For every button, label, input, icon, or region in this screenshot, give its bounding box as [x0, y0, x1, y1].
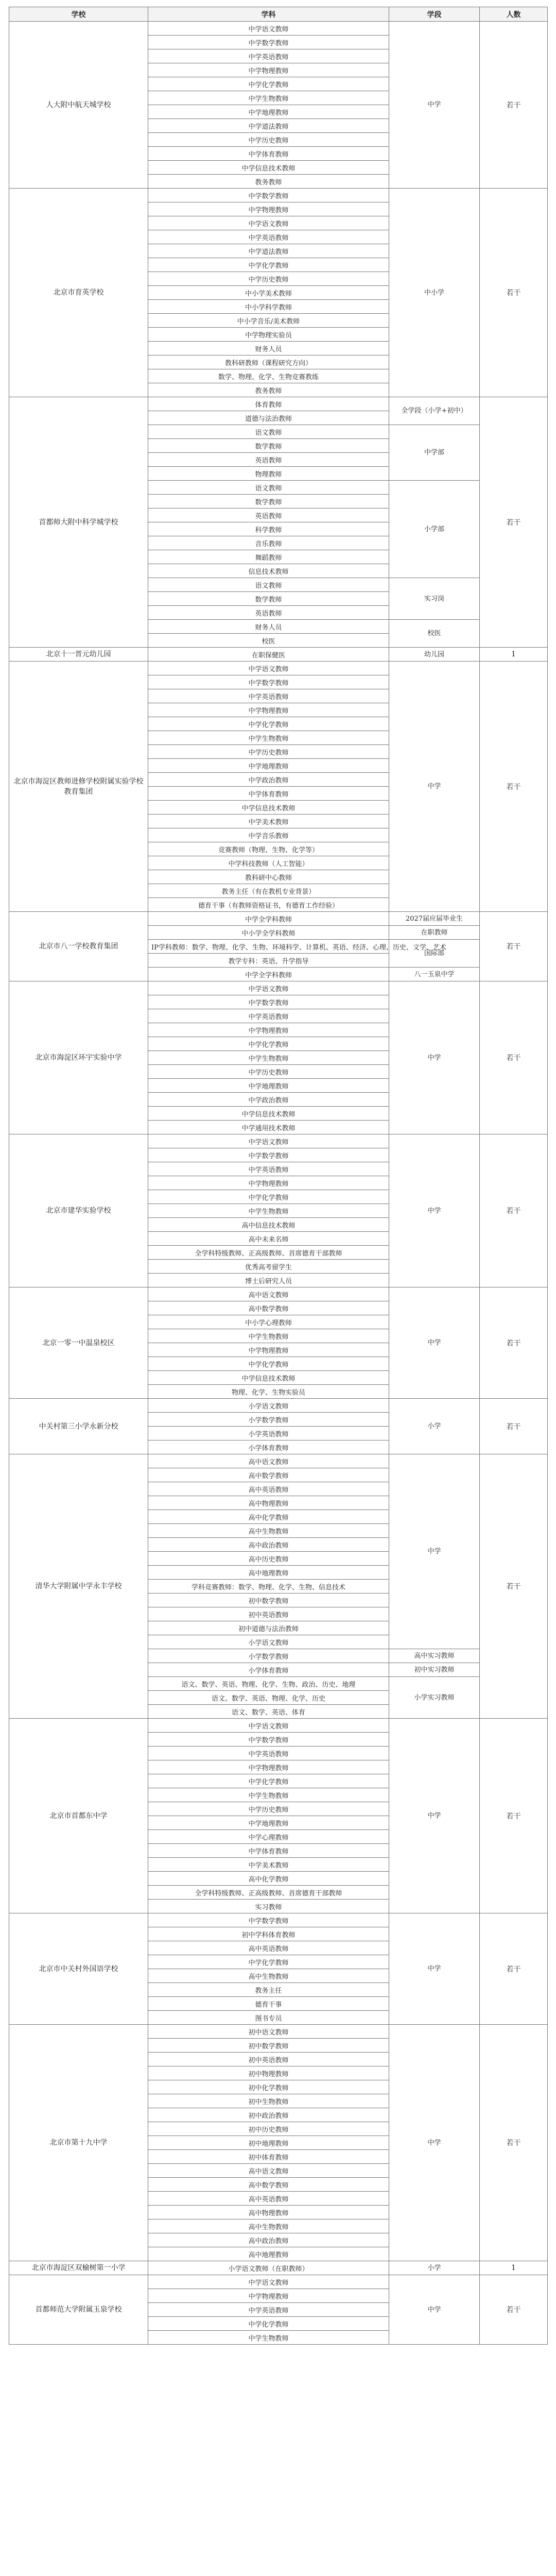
- subject-cell: 高中化学教师: [148, 1872, 389, 1886]
- subject-cell: 高中化学教师: [148, 1510, 389, 1524]
- level-cell: 小学部: [389, 481, 480, 578]
- level-cell: 小学实习教师: [389, 1677, 480, 1719]
- subject-cell: 音乐教师: [148, 536, 389, 550]
- table-row: [9, 648, 548, 662]
- headcount: 若干: [480, 1719, 548, 1913]
- subject-cell: 中学英语教师: [148, 2303, 389, 2317]
- subject-cell: 中学生物教师: [148, 1329, 389, 1343]
- subject-cell: 高中英语教师: [148, 2192, 389, 2206]
- subject-cell: 实习教师: [148, 1900, 389, 1913]
- subject-cell: 初中化学教师: [148, 2080, 389, 2094]
- subject-cell: 中小学心理教师: [148, 1315, 389, 1329]
- subject-cell: 中学全学科教师: [148, 968, 389, 981]
- subject-cell: 中学地理教师: [148, 1816, 389, 1830]
- school-name: 首都师大附中科学城学校: [9, 397, 148, 648]
- subject-cell: 高中语文教师: [148, 1287, 389, 1301]
- subject-cell: 中学政治教师: [148, 1093, 389, 1107]
- subject-cell: 中学英语教师: [148, 49, 389, 63]
- level-cell: 国际部: [389, 940, 480, 968]
- subject-cell: 舞蹈教师: [148, 550, 389, 564]
- subject-cell: 语文、数学、英语、体育: [148, 1705, 389, 1719]
- subject-cell: 中学历史教师: [148, 1065, 389, 1079]
- level-cell: 小学: [389, 2261, 480, 2275]
- table-row: [9, 662, 548, 675]
- subject-cell: 中学语文教师: [148, 1134, 389, 1148]
- subject-cell: 数学、物理、化学、生物竞赛教练: [148, 369, 389, 383]
- level-cell: 中学: [389, 1454, 480, 1649]
- header-count: 人数: [480, 7, 548, 22]
- level-cell: 中学: [389, 981, 480, 1134]
- subject-cell: 小学英语教师: [148, 1427, 389, 1440]
- subject-cell: 中学信息技术教师: [148, 1107, 389, 1121]
- level-cell: 2027届应届毕业生: [389, 912, 480, 926]
- subject-cell: 中学历史教师: [148, 1802, 389, 1816]
- subject-cell: 高中地理教师: [148, 2247, 389, 2261]
- subject-cell: 中学化学教师: [148, 1357, 389, 1371]
- subject-cell: 初中数学教师: [148, 1594, 389, 1607]
- subject-cell: 高中数学教师: [148, 2178, 389, 2192]
- subject-cell: 中学道法教师: [148, 244, 389, 258]
- subject-cell: 中学语文教师: [148, 2275, 389, 2289]
- level-cell: 高中实习教师: [389, 1649, 480, 1663]
- level-cell: 八一玉泉中学: [389, 968, 480, 981]
- subject-cell: 语文教师: [148, 425, 389, 439]
- level-cell: 在职教师: [389, 926, 480, 940]
- subject-cell: 语文、数学、英语、物理、化学、生物、政治、历史、地理: [148, 1677, 389, 1691]
- subject-cell: 中学通用技术教师: [148, 1121, 389, 1134]
- table-row: [9, 1399, 548, 1413]
- subject-cell: 中学语文教师: [148, 22, 389, 36]
- subject-cell: 小学数学教师: [148, 1413, 389, 1427]
- subject-cell: 中小学音乐/美术教师: [148, 314, 389, 328]
- table-row: [9, 981, 548, 995]
- level-cell: 中小学: [389, 189, 480, 397]
- subject-cell: 高中英语教师: [148, 1941, 389, 1955]
- subject-cell: 优秀高考留学生: [148, 1260, 389, 1274]
- subject-cell: 中学数学教师: [148, 189, 389, 202]
- subject-cell: 中学信息技术教师: [148, 161, 389, 175]
- subject-cell: 中学化学教师: [148, 717, 389, 731]
- school-name: 人大附中航天城学校: [9, 22, 148, 189]
- subject-cell: 中学政治教师: [148, 773, 389, 787]
- school-name: 北京市海淀区双榆树第一小学: [9, 2261, 148, 2275]
- subject-cell: 高中英语教师: [148, 1482, 389, 1496]
- level-cell: 小学: [389, 1399, 480, 1454]
- table-row: [9, 912, 548, 926]
- headcount: 1: [480, 648, 548, 662]
- subject-cell: 小学数学教师: [148, 1649, 389, 1663]
- subject-cell: 校医: [148, 634, 389, 648]
- table-row: [9, 1134, 548, 1148]
- subject-cell: 高中物理教师: [148, 1496, 389, 1510]
- subject-cell: 财务人员: [148, 342, 389, 355]
- subject-cell: 中学数学教师: [148, 1913, 389, 1927]
- subject-cell: 中学语文教师: [148, 981, 389, 995]
- subject-cell: 德育干事（有教师资格证书，有德育工作经验）: [148, 898, 389, 912]
- subject-cell: 中学化学教师: [148, 1774, 389, 1788]
- subject-cell: 中学英语教师: [148, 1747, 389, 1760]
- subject-cell: 初中英语教师: [148, 2053, 389, 2066]
- table-row: [9, 2261, 548, 2275]
- subject-cell: 高中数学教师: [148, 1468, 389, 1482]
- subject-cell: 德育干事: [148, 1997, 389, 2011]
- table-row: [9, 2025, 548, 2039]
- subject-cell: 中学信息技术教师: [148, 1371, 389, 1385]
- subject-cell: 中学体育教师: [148, 787, 389, 801]
- subject-cell: 教务教师: [148, 383, 389, 397]
- subject-cell: 英语教师: [148, 509, 389, 522]
- subject-cell: 数学教师: [148, 439, 389, 453]
- subject-cell: 中学数学教师: [148, 675, 389, 689]
- level-cell: 幼儿园: [389, 648, 480, 662]
- level-cell: 实习岗: [389, 578, 480, 620]
- subject-cell: 信息技术教师: [148, 564, 389, 578]
- school-name: 中关村第三小学永新分校: [9, 1399, 148, 1454]
- subject-cell: 中学物理实验员: [148, 328, 389, 342]
- subject-cell: 中学生物教师: [148, 1788, 389, 1802]
- subject-cell: 教科研中心教师: [148, 870, 389, 884]
- subject-cell: 高中数学教师: [148, 1301, 389, 1315]
- school-name: 北京市第十九中学: [9, 2025, 148, 2261]
- subject-cell: 财务人员: [148, 620, 389, 634]
- table-row: [9, 397, 548, 411]
- subject-cell: 初中数学教师: [148, 2039, 389, 2053]
- subject-cell: 中学体育教师: [148, 147, 389, 161]
- headcount: 若干: [480, 912, 548, 981]
- subject-cell: 初中政治教师: [148, 2108, 389, 2122]
- subject-cell: 竞赛教师（物理、生物、化学等）: [148, 842, 389, 856]
- subject-cell: 教学专科：英语、升学指导: [148, 954, 389, 968]
- school-name: 北京市建华实验学校: [9, 1134, 148, 1287]
- headcount: 若干: [480, 1287, 548, 1399]
- subject-cell: 初中道德与法治教师: [148, 1621, 389, 1635]
- subject-cell: 科学教师: [148, 522, 389, 536]
- headcount: 若干: [480, 1399, 548, 1454]
- subject-cell: 中学物理教师: [148, 2289, 389, 2303]
- subject-cell: 高中未来名师: [148, 1232, 389, 1246]
- subject-cell: 高中语文教师: [148, 1454, 389, 1468]
- headcount: 若干: [480, 1134, 548, 1287]
- subject-cell: 中学生物教师: [148, 1051, 389, 1065]
- subject-cell: 小学语文教师（在职教师）: [148, 2261, 389, 2275]
- subject-cell: 中学生物教师: [148, 731, 389, 745]
- subject-cell: 中学化学教师: [148, 1037, 389, 1051]
- headcount: 若干: [480, 397, 548, 648]
- subject-cell: 中学英语教师: [148, 1009, 389, 1023]
- subject-cell: 小学语文教师: [148, 1635, 389, 1649]
- subject-cell: 英语教师: [148, 453, 389, 467]
- subject-cell: 中学化学教师: [148, 77, 389, 91]
- subject-cell: 高中地理教师: [148, 1566, 389, 1580]
- subject-cell: 中学英语教师: [148, 230, 389, 244]
- level-cell: 中学部: [389, 425, 480, 481]
- subject-cell: 中学道法教师: [148, 119, 389, 133]
- subject-cell: 中学全学科教师: [148, 912, 389, 926]
- school-name: 北京市海淀区环宇实验中学: [9, 981, 148, 1134]
- subject-cell: 中学化学教师: [148, 1955, 389, 1969]
- subject-cell: 中学生物教师: [148, 1204, 389, 1218]
- school-name: 北京市海淀区教师进修学校附属实验学校教育集团: [9, 662, 148, 912]
- subject-cell: 中学数学教师: [148, 1148, 389, 1162]
- subject-cell: 高中生物教师: [148, 1524, 389, 1538]
- subject-cell: 中学地理教师: [148, 1079, 389, 1093]
- header-level: 学段: [389, 7, 480, 22]
- level-cell: 中学: [389, 1134, 480, 1287]
- headcount: 若干: [480, 2025, 548, 2261]
- subject-cell: 高中物理教师: [148, 2206, 389, 2219]
- level-cell: 中学: [389, 22, 480, 189]
- subject-cell: IP学科教师：数学、物理、化学、生物、环境科学、计算机、英语、经济、心理、历史、文学、艺术: [148, 940, 389, 954]
- subject-cell: 中学地理教师: [148, 105, 389, 119]
- subject-cell: 教务主任: [148, 1983, 389, 1997]
- subject-cell: 语文教师: [148, 578, 389, 592]
- subject-cell: 中学英语教师: [148, 689, 389, 703]
- school-name: 北京市育英学校: [9, 189, 148, 397]
- subject-cell: 中学化学教师: [148, 258, 389, 272]
- subject-cell: 中学历史教师: [148, 133, 389, 147]
- subject-cell: 初中语文教师: [148, 2025, 389, 2039]
- subject-cell: 初中地理教师: [148, 2136, 389, 2150]
- subject-cell: 图书专员: [148, 2011, 389, 2025]
- subject-cell: 小学体育教师: [148, 1663, 389, 1677]
- subject-cell: 中学体育教师: [148, 1844, 389, 1858]
- headcount: 1: [480, 2261, 548, 2275]
- subject-cell: 中学科技教师（人工智能）: [148, 856, 389, 870]
- subject-cell: 高中政治教师: [148, 2233, 389, 2247]
- table-row: [9, 1287, 548, 1301]
- school-name: 北京市中关村外国语学校: [9, 1913, 148, 2025]
- table-row: [9, 22, 548, 36]
- headcount: 若干: [480, 981, 548, 1134]
- subject-cell: 中小学全学科教师: [148, 926, 389, 940]
- subject-cell: 中学历史教师: [148, 272, 389, 286]
- header-row: [9, 7, 548, 22]
- subject-cell: 中学物理教师: [148, 1343, 389, 1357]
- level-cell: 中学: [389, 662, 480, 912]
- subject-cell: 初中物理教师: [148, 2066, 389, 2080]
- subject-cell: 中学生物教师: [148, 91, 389, 105]
- subject-cell: 高中生物教师: [148, 2219, 389, 2233]
- subject-cell: 中学生物教师: [148, 2331, 389, 2345]
- subject-cell: 中学数学教师: [148, 995, 389, 1009]
- table-row: [9, 1913, 548, 1927]
- subject-cell: 教务教师: [148, 175, 389, 189]
- recruitment-table: [9, 7, 548, 2345]
- subject-cell: 中学物理教师: [148, 1023, 389, 1037]
- subject-cell: 中学音乐教师: [148, 828, 389, 842]
- headcount: 若干: [480, 662, 548, 912]
- subject-cell: 学科竞赛教师：数学、物理、化学、生物、信息技术: [148, 1580, 389, 1594]
- headcount: 若干: [480, 22, 548, 189]
- subject-cell: 语文教师: [148, 481, 389, 495]
- subject-cell: 中学语文教师: [148, 216, 389, 230]
- subject-cell: 中学物理教师: [148, 703, 389, 717]
- subject-cell: 中学数学教师: [148, 1733, 389, 1747]
- subject-cell: 中学语文教师: [148, 1719, 389, 1733]
- subject-cell: 中小学科学教师: [148, 300, 389, 314]
- level-cell: 校医: [389, 620, 480, 648]
- subject-cell: 中学信息技术教师: [148, 801, 389, 815]
- subject-cell: 物理教师: [148, 467, 389, 481]
- school-name: 清华大学附属中学永丰学校: [9, 1454, 148, 1719]
- subject-cell: 数学教师: [148, 495, 389, 509]
- table-row: [9, 189, 548, 202]
- subject-cell: 中学地理教师: [148, 759, 389, 773]
- subject-cell: 中学美术教师: [148, 815, 389, 828]
- subject-cell: 中小学美术教师: [148, 286, 389, 300]
- subject-cell: 全学科特级教师、正高级教师、首席德育干部教师: [148, 1246, 389, 1260]
- headcount: 若干: [480, 2275, 548, 2345]
- headcount: 若干: [480, 1913, 548, 2025]
- subject-cell: 初中学科体育教师: [148, 1927, 389, 1941]
- school-name: 北京一零一中温泉校区: [9, 1287, 148, 1399]
- subject-cell: 小学体育教师: [148, 1440, 389, 1454]
- subject-cell: 高中语文教师: [148, 2164, 389, 2178]
- headcount: 若干: [480, 1454, 548, 1719]
- table-row: [9, 1719, 548, 1733]
- subject-cell: 博士后研究人员: [148, 1274, 389, 1287]
- subject-cell: 教科研教师（课程研究方向）: [148, 355, 389, 369]
- header-subject: 学科: [148, 7, 389, 22]
- level-cell: 中学: [389, 1287, 480, 1399]
- subject-cell: 中学物理教师: [148, 1760, 389, 1774]
- subject-cell: 数学教师: [148, 592, 389, 606]
- subject-cell: 初中历史教师: [148, 2122, 389, 2136]
- subject-cell: 体育教师: [148, 397, 389, 411]
- level-cell: 中学: [389, 2025, 480, 2261]
- subject-cell: 中学物理教师: [148, 63, 389, 77]
- subject-cell: 语文、数学、英语、物理、化学、历史: [148, 1691, 389, 1705]
- subject-cell: 初中生物教师: [148, 2094, 389, 2108]
- subject-cell: 高中信息技术教师: [148, 1218, 389, 1232]
- level-cell: 全学段（小学+初中）: [389, 397, 480, 425]
- school-name: 北京市首都东中学: [9, 1719, 148, 1913]
- subject-cell: 中学英语教师: [148, 1162, 389, 1176]
- level-cell: 初中实习教师: [389, 1663, 480, 1677]
- table-row: [9, 2275, 548, 2289]
- subject-cell: 高中历史教师: [148, 1552, 389, 1566]
- header-school: 学校: [9, 7, 148, 22]
- school-name: 北京市八一学校教育集团: [9, 912, 148, 981]
- subject-cell: 道德与法治教师: [148, 411, 389, 425]
- subject-cell: 初中体育教师: [148, 2150, 389, 2164]
- subject-cell: 英语教师: [148, 606, 389, 620]
- subject-cell: 中学化学教师: [148, 2317, 389, 2331]
- subject-cell: 中学历史教师: [148, 745, 389, 759]
- subject-cell: 中学物理教师: [148, 1176, 389, 1190]
- subject-cell: 物理、化学、生物实验员: [148, 1385, 389, 1399]
- subject-cell: 中学心理教师: [148, 1830, 389, 1844]
- subject-cell: 中学化学教师: [148, 1190, 389, 1204]
- subject-cell: 中学美术教师: [148, 1858, 389, 1872]
- table-row: [9, 1454, 548, 1468]
- level-cell: 中学: [389, 1719, 480, 1913]
- subject-cell: 高中政治教师: [148, 1538, 389, 1552]
- school-name: 北京十一晋元幼儿园: [9, 648, 148, 662]
- school-name: 首都师范大学附属玉泉学校: [9, 2275, 148, 2345]
- subject-cell: 小学语文教师: [148, 1399, 389, 1413]
- subject-cell: 中学数学教师: [148, 36, 389, 49]
- subject-cell: 中学物理教师: [148, 202, 389, 216]
- subject-cell: 初中英语教师: [148, 1607, 389, 1621]
- subject-cell: 高中生物教师: [148, 1969, 389, 1983]
- headcount: 若干: [480, 189, 548, 397]
- subject-cell: 在职保健医: [148, 648, 389, 662]
- table-body: [9, 22, 548, 2345]
- level-cell: 中学: [389, 1913, 480, 2025]
- subject-cell: 中学语文教师: [148, 662, 389, 675]
- level-cell: 中学: [389, 2275, 480, 2345]
- subject-cell: 全学科特级教师、正高级教师、首席德育干部教师: [148, 1886, 389, 1900]
- subject-cell: 教务主任（有在教机专业背景）: [148, 884, 389, 898]
